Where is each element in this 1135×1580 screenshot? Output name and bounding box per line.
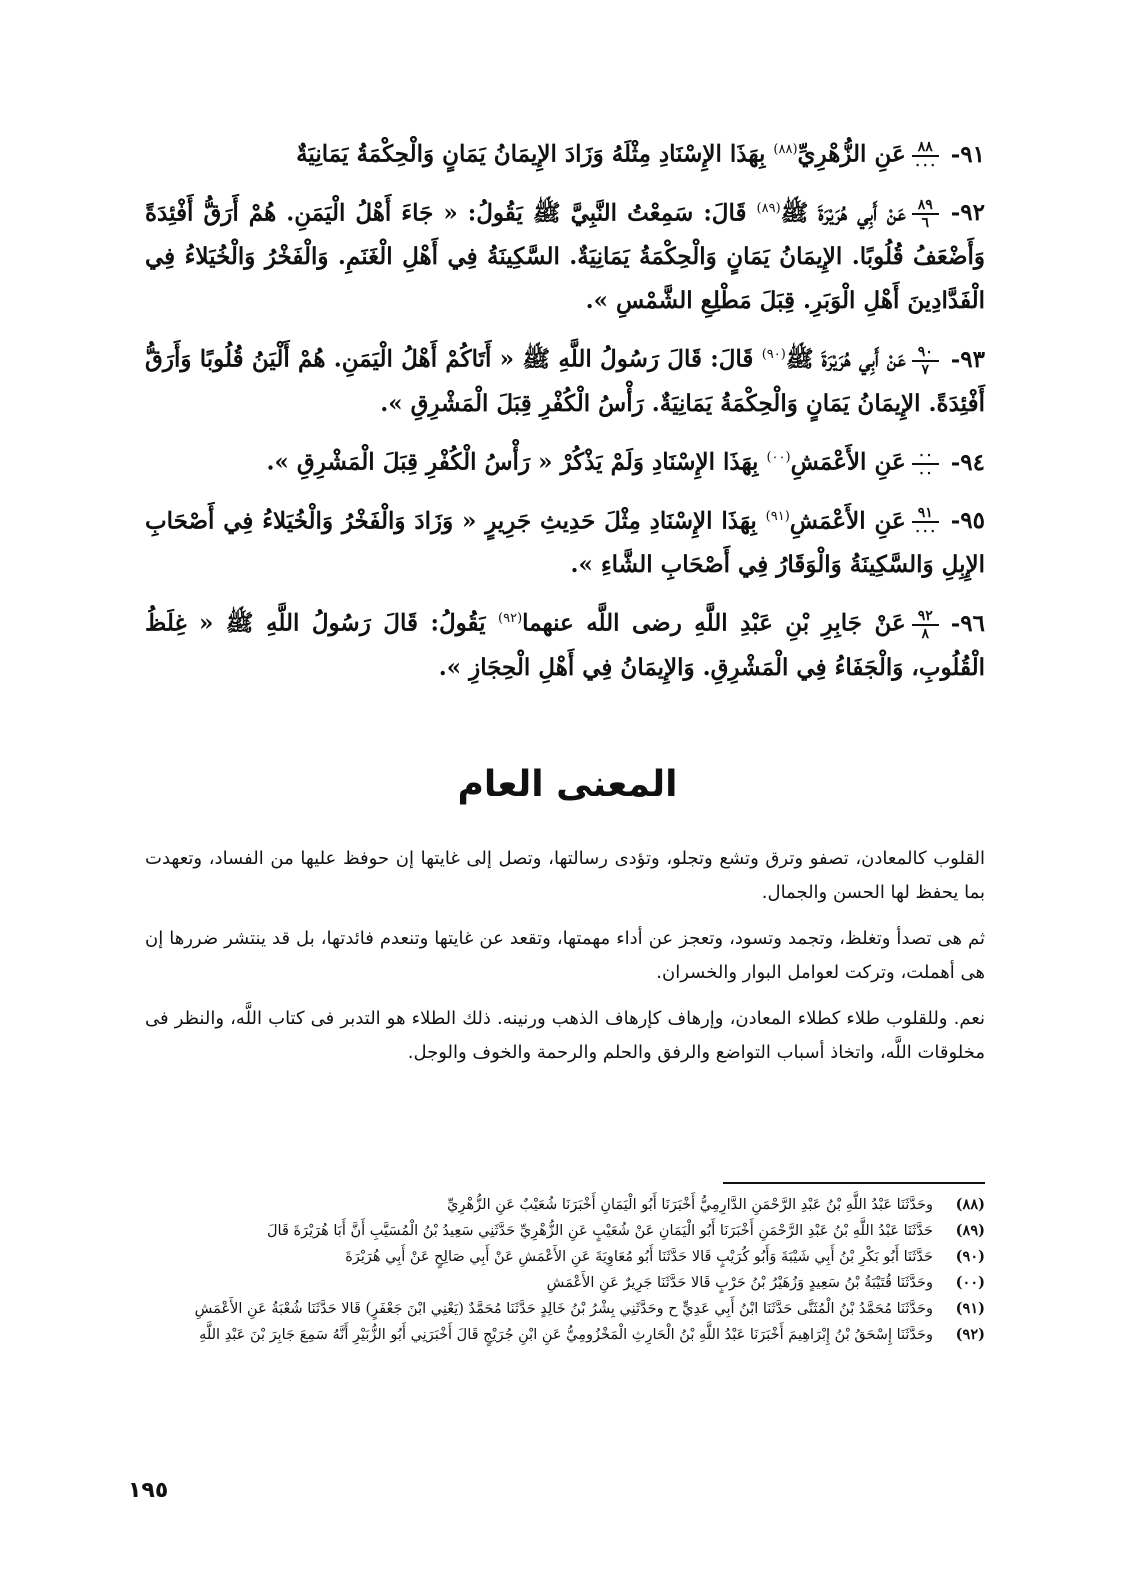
hadith-reference-fraction: $\frac{٨٩}{٦}$ <box>912 198 939 230</box>
hadith-92 <box>145 187 985 324</box>
hadith-93 <box>145 333 985 426</box>
footnote <box>135 1296 985 1322</box>
hadith-text-before: عَنْ جَابِرِ بْنِ عَبْدِ اللَّهِ رضى اللَّه عنهما <box>522 609 906 637</box>
footnotes <box>135 1192 985 1348</box>
hadith-94 <box>145 436 985 485</box>
footnote <box>135 1218 985 1244</box>
hadith-list <box>145 128 985 700</box>
footnote-number: (٩٠) <box>955 1248 985 1265</box>
footnote <box>135 1244 985 1270</box>
general-meaning <box>145 842 985 1082</box>
footnote-marker: (٩٠) <box>761 347 786 363</box>
hadith-reference-fraction: $\frac{٩١}{٠٠٠}$ <box>912 506 939 538</box>
hadith-number: ٩٥- <box>950 507 985 535</box>
hadith-text-before: عَنْ أَبِي هُرَيْرَةَ ﷺ <box>780 199 906 227</box>
footnote-number: (٩٢) <box>955 1326 985 1343</box>
footnote-number: (٠٠) <box>955 1274 985 1291</box>
footnote-text: وحَدَّثَنَا مُحَمَّدُ بْنُ الْمُثَنَّى حَدَّثَنَا ابْنُ أَبِي عَدِيٍّ ح وحَدَّثَنِي بِشْرُ بْنُ خَالِدٍ حَدَّثَنَا مُحَمَّدٌ (يَعْنِي ابْنَ جَعْفَرٍ) قَالا حَدَّثَنَا شُعْبَةُ عَنِ الأَعْمَشِ <box>194 1301 933 1317</box>
hadith-96 <box>145 597 985 690</box>
footnote-marker: (٩٢) <box>498 611 523 627</box>
footnote-text: وحَدَّثَنَا عَبْدُ اللَّهِ بْنُ عَبْدِ الرَّحْمَنِ الدَّارِمِيُّ أَخْبَرَنَا أَبُو الْيَمَانِ أَخْبَرَنَا شُعَيْبٌ عَنِ الزُّهْرِيِّ <box>447 1197 933 1213</box>
hadith-number: ٩٦- <box>950 609 985 637</box>
footnote <box>135 1322 985 1348</box>
hadith-91 <box>145 128 985 177</box>
page-number: ١٩٥ <box>128 1478 169 1503</box>
hadith-text-before: عَنِ الزُّهْرِيِّ <box>797 140 906 168</box>
footnote-number: (٨٨) <box>955 1196 985 1213</box>
footnote-text: حَدَّثَنَا عَبْدُ اللَّهِ بْنُ عَبْدِ الرَّحْمَنِ أَخْبَرَنَا أَبُو الْيَمَانِ عَنْ شُعَيْبٍ عَنِ الزُّهْرِيِّ حَدَّثَنِي سَعِيدُ بْنُ الْمُسَيَّبِ أَنَّ أَبَا هُرَيْرَةَ قَالَ <box>267 1223 933 1239</box>
footnote-marker: (٠٠) <box>766 449 791 465</box>
hadith-text-before: عَنِ الأَعْمَشِ <box>789 507 906 535</box>
footnote-marker: (٨٩) <box>756 200 781 216</box>
footnote-marker: (٨٨) <box>773 142 798 157</box>
hadith-text: بِهَذَا الإِسْنَادِ مِثْلَ حَدِيثِ جَرِيرٍ « وَزَادَ وَالْفَخْرُ وَالْخُيَلاءُ فِي أَصْحَابِ الإِبِلِ وَالسَّكِينَةُ وَالْوَقَارُ فِي أَصْحَابِ الشَّاءِ ». <box>145 507 985 579</box>
footnote-number: (٩١) <box>955 1300 985 1317</box>
hadith-text: بِهَذَا الإِسْنَادِ مِثْلَهُ وَزَادَ الإِيمَانُ يَمَانٍ وَالْحِكْمَةُ يَمَانِيَةٌ <box>296 140 766 168</box>
hadith-text-before: عَنِ الأَعْمَشِ <box>790 448 906 476</box>
hadith-95 <box>145 495 985 588</box>
footnote <box>135 1270 985 1296</box>
hadith-number: ٩٤- <box>950 448 985 476</box>
hadith-text: بِهَذَا الإِسْنَادِ وَلَمْ يَذْكُرْ « رَأْسُ الْكُفْرِ قِبَلَ الْمَشْرِقِ ». <box>266 448 759 476</box>
footnote <box>135 1192 985 1218</box>
hadith-reference-fraction: $\frac{٩٠}{٧}$ <box>912 345 939 377</box>
paragraph: القلوب كالمعادن، تصفو وترق وتشع وتجلو، وتؤدى رسالتها، وتصل إلى غايتها إن حوفظ عليها من الفساد، وتعهدت بما يحفظ لها الحسن والجمال. <box>145 848 985 903</box>
footnote-text: حَدَّثَنَا أَبُو بَكْرِ بْنُ أَبِي شَيْبَةَ وَأَبُو كُرَيْبٍ قَالا حَدَّثَنَا أَبُو مُعَاوِيَةَ عَنِ الأَعْمَشِ عَنْ أَبِي صَالِحٍ عَنْ أَبِي هُرَيْرَةَ <box>345 1249 933 1265</box>
hadith-reference-fraction: $\frac{٩٢}{٨}$ <box>912 609 939 641</box>
hadith-text: قَالَ: قَالَ رَسُولُ اللَّهِ ﷺ « أَتَاكُمْ أَهْلُ الْيَمَنِ. هُمْ أَلْيَنُ قُلُوبًا وَأَرَقُّ أَفْئِدَةً. الإِيمَانُ يَمَانٍ وَالْحِكْمَةُ يَمَانِيَةٌ. رَأْسُ الْكُفْرِ قِبَلَ الْمَشْرِقِ ». <box>145 345 985 417</box>
hadith-reference-fraction: $\frac{٨٨}{٠٠٠}$ <box>912 140 939 172</box>
hadith-text: يَقُولُ: قَالَ رَسُولُ اللَّهِ ﷺ « غِلَظُ الْقُلُوبِ، وَالْجَفَاءُ فِي الْمَشْرِقِ. وَالإِيمَانُ فِي أَهْلِ الْحِجَازِ ». <box>145 609 985 681</box>
hadith-number: ٩١- <box>950 140 985 168</box>
section-title: المعنى العام <box>457 764 678 805</box>
paragraph: نعم. وللقلوب طلاء كطلاء المعادن، وإرهاف كإرهاف الذهب ورنينه. ذلك الطلاء هو التدبر فى كتاب اللَّه، والنظر فى مخلوقات اللَّه، واتخاذ أسباب التواضع والرفق والحلم والرحمة والخوف والوجل. <box>145 1008 985 1063</box>
paragraph: ثم هى تصدأ وتغلظ، وتجمد وتسود، وتعجز عن أداء مهمتها، وتقعد عن غايتها وتنعدم فائدتها، بل قد ينتشر ضررها إن هى أهملت، وتركت لعوامل البوار والخسران. <box>145 928 985 983</box>
footnote-text: وحَدَّثَنَا إِسْحَقُ بْنُ إِبْرَاهِيمَ أَخْبَرَنَا عَبْدُ اللَّهِ بْنُ الْحَارِثِ الْمَخْزُومِيُّ عَنِ ابْنِ جُرَيْجٍ قَالَ أَخْبَرَنِي أَبُو الزُّبَيْرِ أَنَّهُ سَمِعَ جَابِرَ بْنَ عَبْدِ اللَّهِ <box>199 1327 933 1343</box>
hadith-reference-fraction: $\frac{٠٠}{٠٠}$ <box>912 448 939 480</box>
hadith-text: قَالَ: سَمِعْتُ النَّبِيَّ ﷺ يَقُولُ: « جَاءَ أَهْلُ الْيَمَنِ. هُمْ أَرَقُّ أَفْئِدَةً وَأَضْعَفُ قُلُوبًا. الإِيمَانُ يَمَانٍ وَالْحِكْمَةُ يَمَانِيَةٌ. السَّكِينَةُ فِي أَهْلِ الْغَنَمِ. وَالْفَخْرُ وَالْخُيَلاءُ فِي الْفَدَّادِينَ أَهْلِ الْوَبَرِ. قِبَلَ مَطْلِعِ الشَّمْسِ ». <box>145 199 985 315</box>
hadith-text-before: عَنْ أَبِي هُرَيْرَةَ ﷺ <box>785 345 906 373</box>
footnote-text: وحَدَّثَنَا قُتَيْبَةُ بْنُ سَعِيدٍ وَزُهَيْرُ بْنُ حَرْبٍ قَالا حَدَّثَنَا جَرِيرٌ عَنِ الأَعْمَشِ <box>546 1275 933 1291</box>
hadith-number: ٩٢- <box>950 199 985 227</box>
hadith-number: ٩٣- <box>950 345 985 373</box>
footnote-marker: (٩١) <box>765 508 790 524</box>
footnote-divider <box>723 1182 985 1184</box>
footnote-number: (٨٩) <box>955 1222 985 1239</box>
